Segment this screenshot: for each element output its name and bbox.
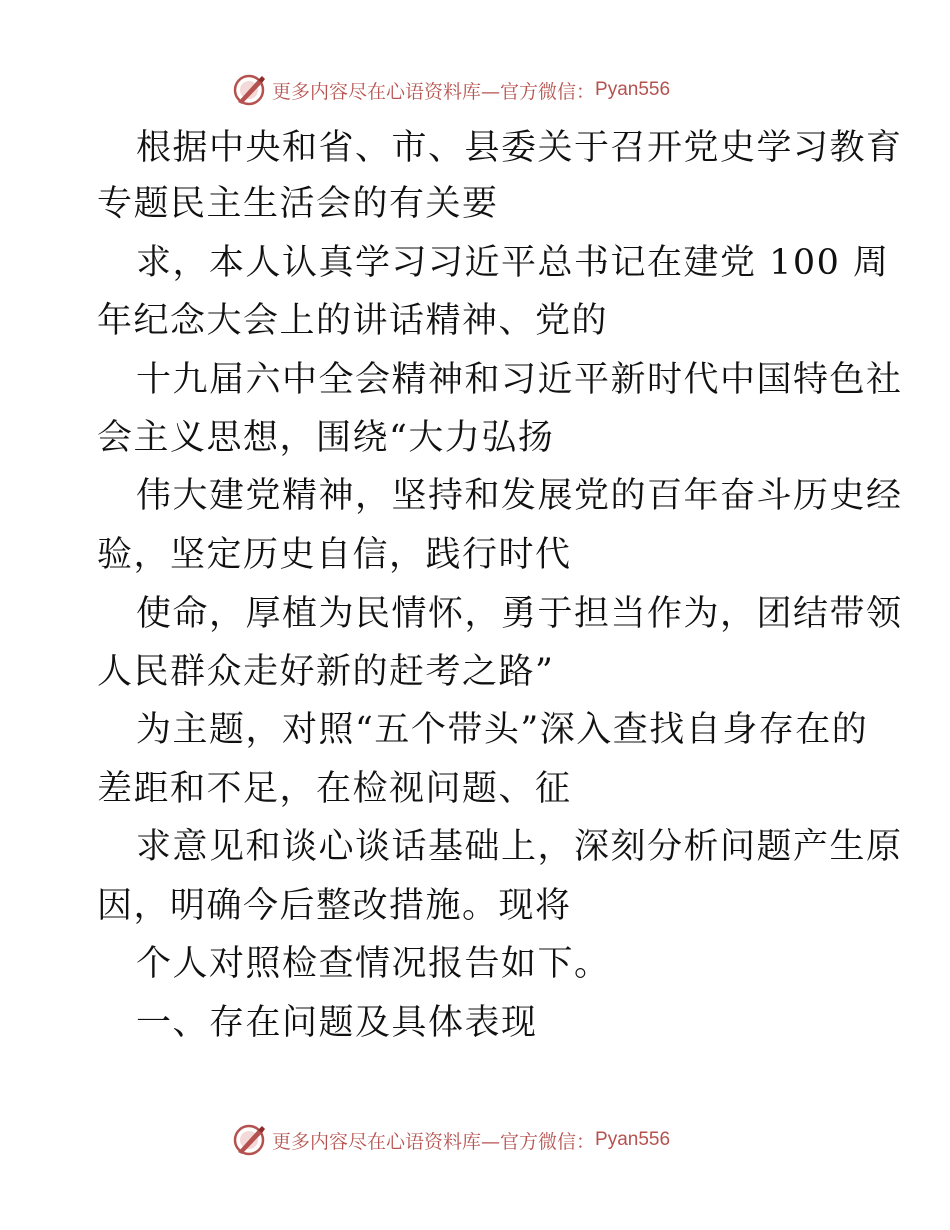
text-line: 为主题，对照“五个带头”深入查找自身存在的 [136,710,869,750]
text-line: 使命，厚植为民情怀，勇于担当作为，团结带领 [136,594,903,634]
text-line: 伟大建党精神，坚持和发展党的百年奋斗历史经 [136,476,903,516]
watermark-wechat-id: Pyan556 [595,79,671,100]
text-line: 求，本人认真学习习近平总书记在建党 100 周 [136,243,890,283]
section-heading: 一、存在问题及具体表现 [136,1003,538,1043]
text-line: 十九届六中全会精神和习近平新时代中国特色社 [136,360,903,400]
watermark-header [232,72,670,108]
pen-logo-icon [232,72,268,108]
text-line: 年纪念大会上的讲话精神、党的 [97,301,609,341]
text-line: 会主义思想，围绕“大力弘扬 [97,418,555,458]
watermark-text: 更多内容尽在心语资料库—官方微信： [272,1130,596,1153]
text-line: 验，坚定历史自信，践行时代 [97,535,572,575]
pen-logo-icon [232,1122,268,1158]
text-line: 专题民主生活会的有关要 [97,184,499,224]
watermark-wechat-id: Pyan556 [595,1129,671,1150]
text-line: 人民群众走好新的赶考之路” [97,652,555,692]
text-line: 个人对照检查情况报告如下。 [136,944,611,984]
watermark-footer [232,1122,670,1158]
watermark-text: 更多内容尽在心语资料库—官方微信： [272,80,596,103]
text-line: 根据中央和省、市、县委关于召开党史学习教育 [136,128,903,168]
text-line: 差距和不足，在检视问题、征 [97,769,572,809]
text-line: 求意见和谈心谈话基础上，深刻分析问题产生原 [136,827,903,867]
text-line: 因，明确今后整改措施。现将 [97,886,572,926]
